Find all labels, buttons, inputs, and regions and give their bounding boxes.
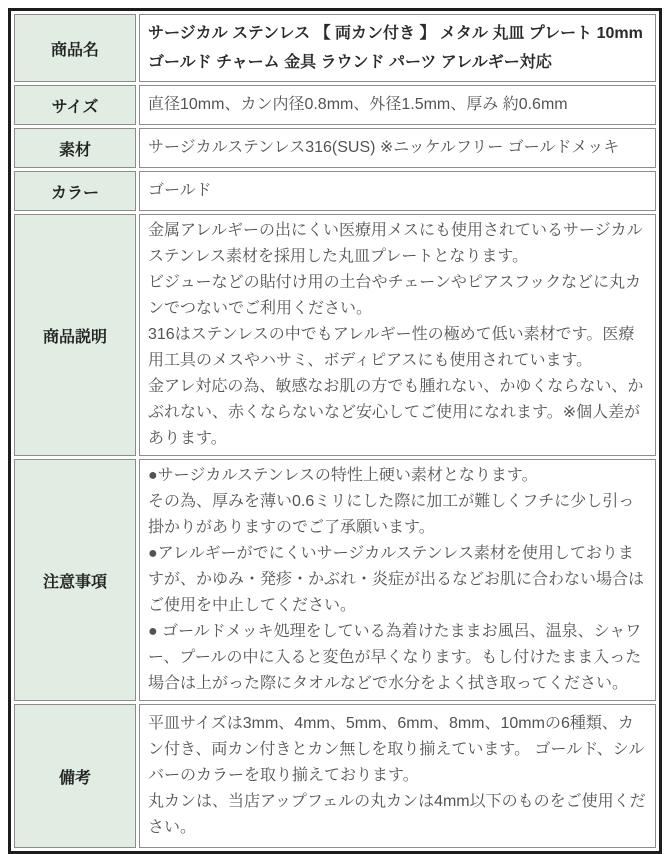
- row-label-material: 素材: [14, 128, 136, 168]
- row-value-description: [139, 214, 656, 456]
- caution-paragraph: その為、厚みを薄い0.6ミリにした際に加工が難しくフチに少し引っ掛かりがありますのでご了承願います。: [148, 493, 635, 536]
- caution-paragraph: ●アレルギーがでにくいサージカルステンレス素材を使用しておりますが、かゆみ・発疹・かぶれ・炎症が出るなどお肌に合わない場合はご使用を中止してください。: [148, 545, 645, 614]
- row-value-cautions: [139, 459, 656, 701]
- spec-row-color: [14, 171, 656, 211]
- spec-row-description: [14, 214, 656, 456]
- spec-row-remarks: [14, 704, 656, 848]
- row-label-description: 商品説明: [14, 214, 136, 456]
- description-paragraph: 316はステンレスの中でもアレルギー性の極めて低い素材です。医療用工具のメスやハサミ、ボディピアスにも使用されています。: [148, 326, 635, 369]
- description-paragraph: 金アレ対応の為、敏感なお肌の方でも腫れない、かゆくならない、かぶれない、赤くならないなど安心してご使用になれます。※個人差があります。: [148, 378, 644, 447]
- row-value-remarks: [139, 704, 656, 848]
- row-label-size: サイズ: [14, 85, 136, 125]
- row-value-color: [139, 171, 656, 211]
- remarks-paragraph: 平皿サイズは3mm、4mm、5mm、6mm、8mm、10mmの6種類、カン付き、両カン付きとカン無しを取り揃えています。 ゴールド、シルバーのカラーを取り揃えております。: [148, 715, 645, 784]
- row-label-color: カラー: [14, 171, 136, 211]
- spec-row-product-name: [14, 14, 656, 82]
- product-spec-table: [8, 8, 662, 854]
- material-text: サージカルステンレス316(SUS) ※ニッケルフリー ゴールドメッキ: [148, 139, 620, 156]
- size-text: 直径10mm、カン内径0.8mm、外径1.5mm、厚み 約0.6mm: [148, 96, 568, 113]
- description-paragraph: 金属アレルギーの出にくい医療用メスにも使用されているサージカルステンレス素材を採用した丸皿プレートとなります。: [148, 222, 643, 265]
- remarks-paragraph: 丸カンは、当店アップフェルの丸カンは4mm以下のものをご使用ください。: [148, 793, 646, 836]
- spec-row-size: [14, 85, 656, 125]
- description-paragraph: ビジューなどの貼付け用の土台やチェーンやピアスフックなどに丸カンでつないでご利用ください。: [148, 274, 642, 317]
- row-label-product-name: 商品名: [14, 14, 136, 82]
- row-value-product-name: [139, 14, 656, 82]
- row-label-cautions: 注意事項: [14, 459, 136, 701]
- color-text: ゴールド: [148, 182, 212, 199]
- row-label-remarks: 備考: [14, 704, 136, 848]
- row-value-size: [139, 85, 656, 125]
- caution-paragraph: ●サージカルステンレスの特性上硬い素材となります。: [148, 467, 538, 484]
- spec-row-cautions: [14, 459, 656, 701]
- spec-row-material: [14, 128, 656, 168]
- product-name-text: サージカル ステンレス 【 両カン付き 】 メタル 丸皿 プレート 10mm ゴールド チャーム 金具 ラウンド パーツ アレルギー対応: [148, 25, 643, 71]
- row-value-material: [139, 128, 656, 168]
- caution-paragraph: ● ゴールドメッキ処理をしている為着けたままお風呂、温泉、シャワー、プールの中に入ると変色が早くなります。もし付けたまま入った場合は上がった際にタオルなどで水分をよく拭き取ってください。: [148, 623, 642, 692]
